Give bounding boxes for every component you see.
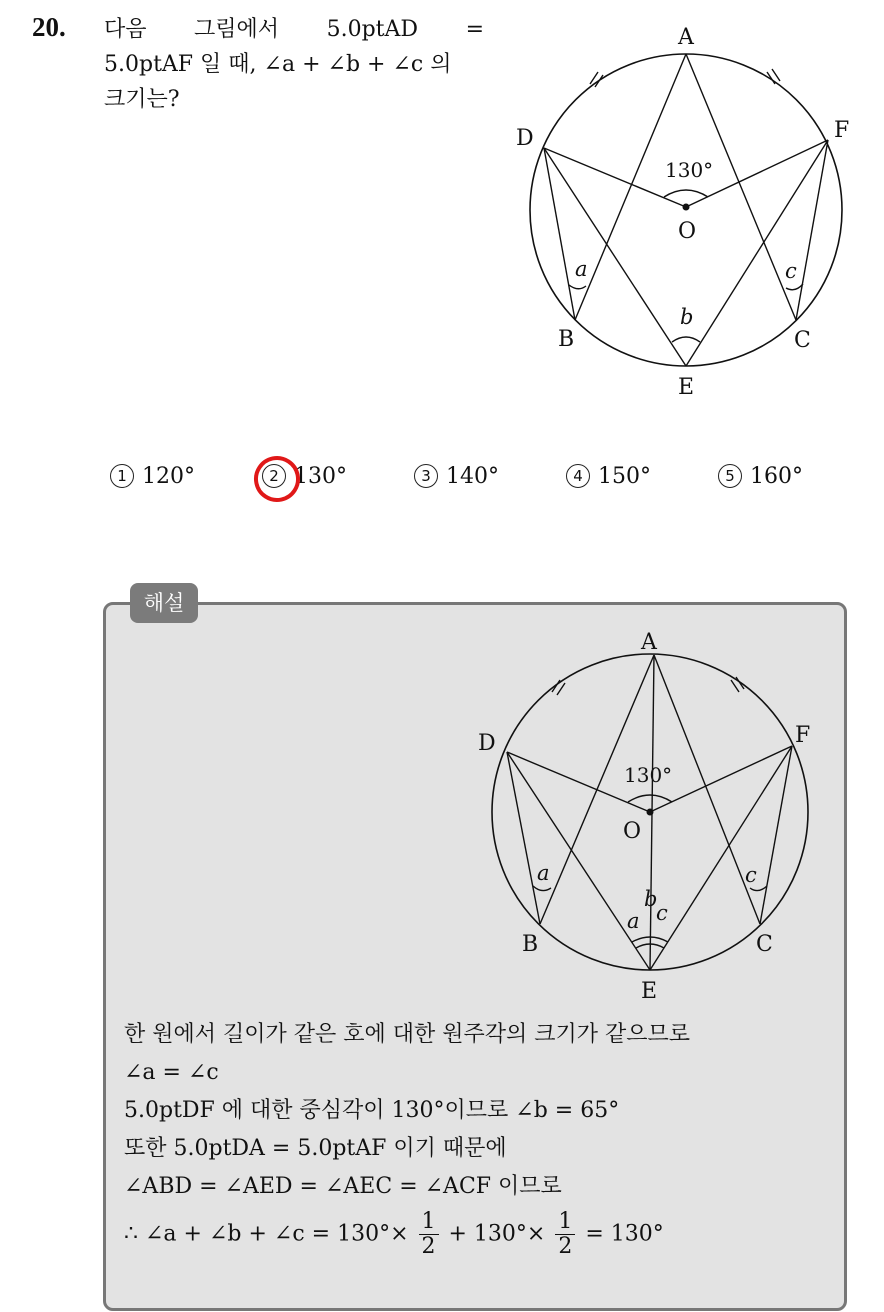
explanation-line: ∠ABD = ∠AED = ∠AEC = ∠ACF 이므로 bbox=[124, 1174, 562, 1199]
choice-text: 120° bbox=[142, 464, 195, 489]
angle-a-label-at-E: a bbox=[627, 909, 640, 933]
label-O: O bbox=[623, 819, 642, 844]
angle-a-label: a bbox=[575, 257, 588, 281]
label-D: D bbox=[478, 731, 496, 756]
label-D: D bbox=[516, 126, 534, 151]
choice-text: 160° bbox=[750, 464, 803, 489]
explanation-line: 또한 5.0ptDA = 5.0ptAF 이기 때문에 bbox=[124, 1136, 507, 1161]
explanation-tag: 해설 bbox=[130, 583, 198, 623]
explanation-line: 5.0ptDF 에 대한 중심각이 130°이므로 ∠b = 65° bbox=[124, 1098, 620, 1123]
question-stem bbox=[104, 12, 484, 117]
label-A: A bbox=[641, 630, 657, 655]
stem-word: 다음 bbox=[104, 17, 147, 42]
choice-number: 5 bbox=[718, 464, 742, 488]
choice-text: 150° bbox=[598, 464, 651, 489]
label-B: B bbox=[558, 327, 575, 352]
label-C: C bbox=[756, 932, 773, 957]
choice-1[interactable] bbox=[110, 464, 195, 489]
fraction-half bbox=[419, 1210, 439, 1259]
angle-b-label: b bbox=[680, 305, 694, 329]
stem-line-2: 5.0ptAF 일 때, ∠a + ∠b + ∠c 의 bbox=[104, 52, 452, 77]
center-point bbox=[683, 204, 690, 211]
choice-number: 3 bbox=[414, 464, 438, 488]
explanation-figure bbox=[470, 625, 830, 1010]
center-point bbox=[647, 809, 654, 816]
choice-3[interactable] bbox=[414, 464, 499, 489]
final-prefix: ∴ ∠a + ∠b + ∠c = 130°× bbox=[124, 1221, 409, 1247]
final-suffix: = 130° bbox=[585, 1221, 664, 1247]
explanation-text bbox=[124, 1016, 834, 1259]
angle-130-label: 130° bbox=[665, 158, 714, 182]
explanation-final-line bbox=[124, 1210, 834, 1259]
choice-number: 2 bbox=[262, 464, 286, 488]
explanation-line: ∠a = ∠c bbox=[124, 1060, 219, 1085]
stem-line-3: 크기는? bbox=[104, 87, 180, 112]
stem-word: 그림에서 bbox=[194, 17, 280, 42]
fraction-denominator: 2 bbox=[558, 1234, 573, 1259]
angle-b-label: b bbox=[644, 887, 658, 911]
label-E: E bbox=[678, 375, 695, 400]
label-F: F bbox=[795, 723, 811, 748]
selected-answer-mark bbox=[250, 452, 305, 507]
explanation-line: 한 원에서 길이가 같은 호에 대한 원주각의 크기가 같으므로 bbox=[124, 1022, 690, 1047]
angle-c-label-at-E: c bbox=[656, 901, 668, 925]
angle-c-label: c bbox=[745, 863, 757, 887]
label-E: E bbox=[641, 979, 658, 1004]
fraction-numerator: 1 bbox=[555, 1210, 575, 1235]
question-number: 20. bbox=[32, 12, 66, 42]
fraction-denominator: 2 bbox=[421, 1234, 436, 1259]
choice-number: 4 bbox=[566, 464, 590, 488]
angle-a-label: a bbox=[537, 861, 550, 885]
stem-word: = bbox=[465, 17, 484, 42]
label-O: O bbox=[678, 219, 697, 244]
choice-2[interactable] bbox=[262, 464, 347, 489]
label-A: A bbox=[678, 25, 694, 50]
circle-figure bbox=[500, 20, 870, 410]
label-B: B bbox=[522, 932, 539, 957]
fraction-half bbox=[555, 1210, 575, 1259]
stem-word-arc: 5.0ptAD bbox=[326, 17, 419, 42]
angle-c-label: c bbox=[785, 259, 797, 283]
label-F: F bbox=[834, 118, 850, 143]
choice-4[interactable] bbox=[566, 464, 651, 489]
label-C: C bbox=[794, 328, 811, 353]
choice-text: 140° bbox=[446, 464, 499, 489]
fraction-numerator: 1 bbox=[419, 1210, 439, 1235]
choice-5[interactable] bbox=[718, 464, 803, 489]
choice-text: 130° bbox=[294, 464, 347, 489]
final-middle: + 130°× bbox=[448, 1221, 546, 1247]
choice-number: 1 bbox=[110, 464, 134, 488]
angle-130-label: 130° bbox=[624, 763, 673, 787]
